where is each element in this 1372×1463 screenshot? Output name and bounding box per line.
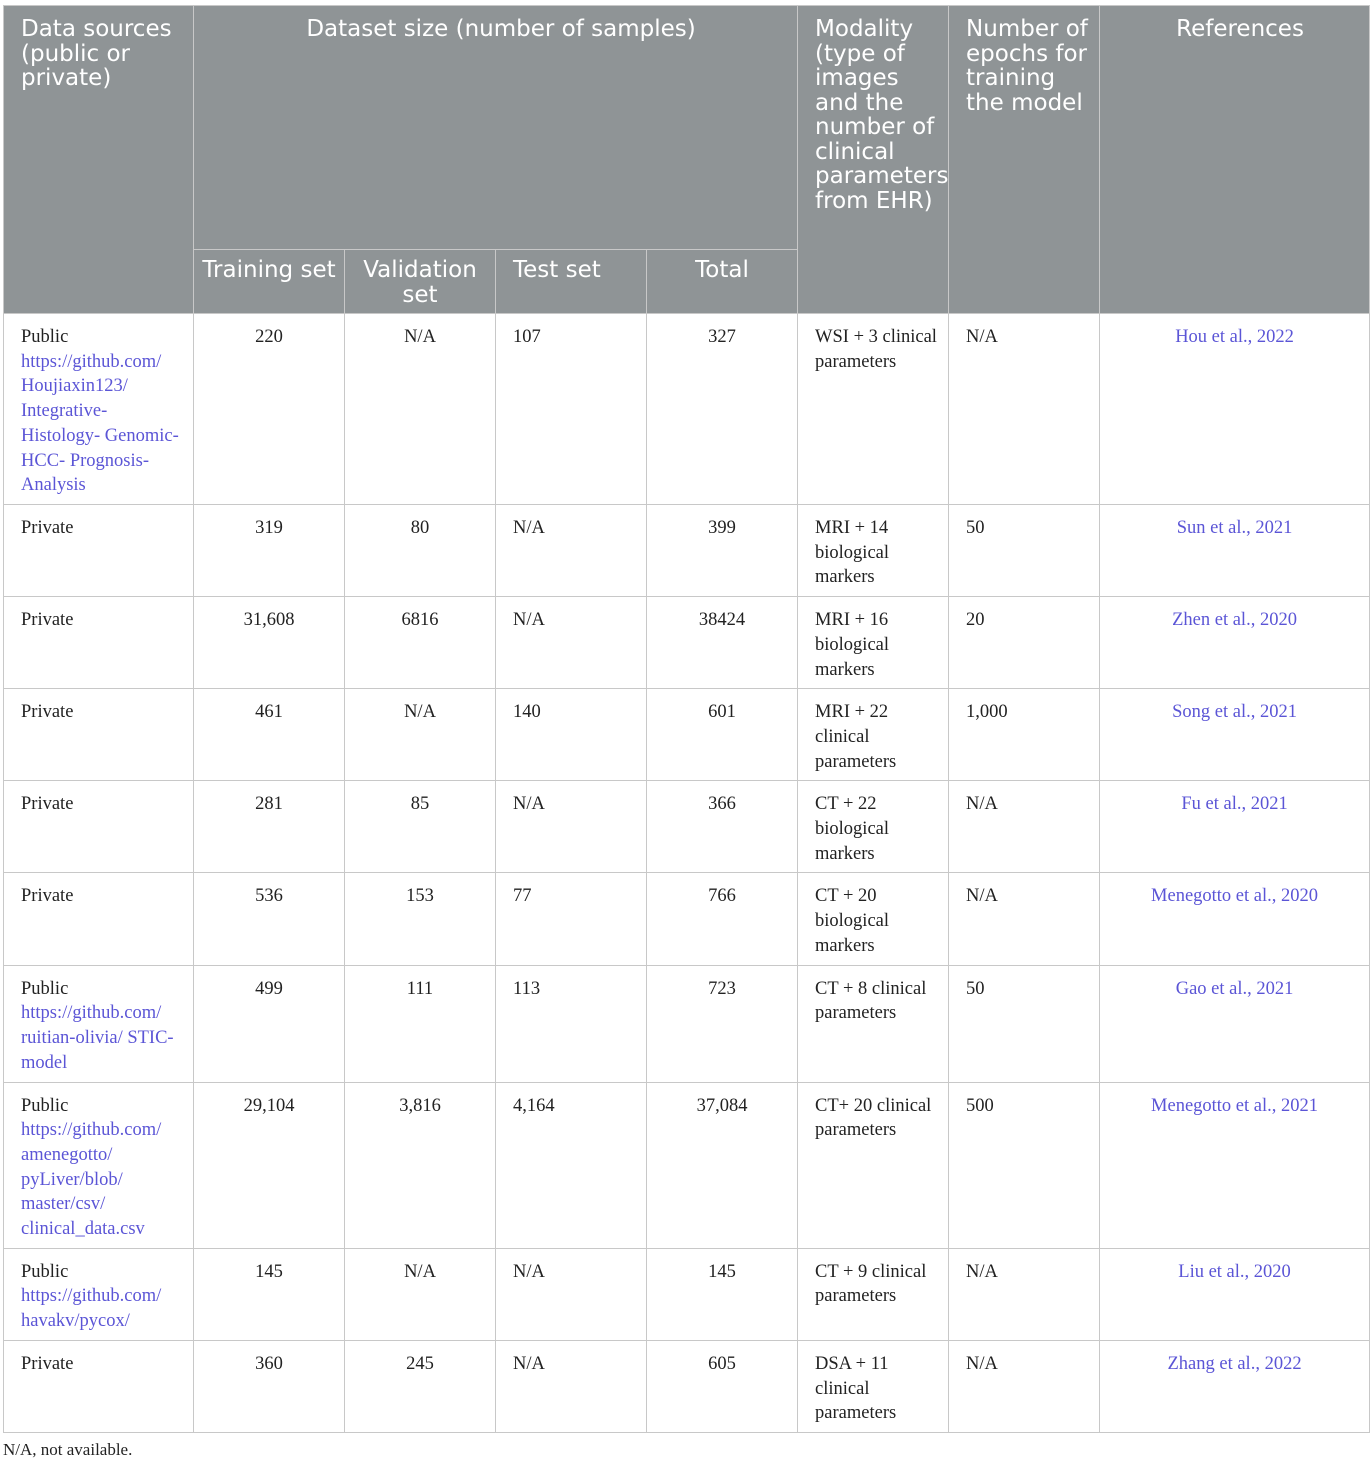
source-cell [4, 689, 194, 781]
header-data-sources: Data sources (public or private) [4, 6, 194, 314]
source-link[interactable]: https://github.com/ havakv/pycox/ [21, 1286, 162, 1332]
total-cell: 145 [647, 1248, 798, 1340]
total-cell: 601 [647, 689, 798, 781]
total-cell: 605 [647, 1340, 798, 1432]
validation-cell: 6816 [345, 597, 496, 689]
source-type: Private [21, 702, 74, 723]
source-cell [4, 873, 194, 965]
test-cell: N/A [496, 597, 647, 689]
source-type: Private [21, 610, 74, 631]
header-references: References [1100, 6, 1370, 314]
validation-cell: 80 [345, 505, 496, 597]
test-cell: 113 [496, 965, 647, 1082]
source-cell [4, 505, 194, 597]
modality-cell: WSI + 3 clinical parameters [798, 314, 949, 505]
source-link[interactable]: https://github.com/ Houjiaxin123/ Integrative- Histology- Genomic-HCC- Prognosis- Analysis [21, 351, 179, 496]
source-type: Public [21, 1095, 69, 1116]
test-cell: N/A [496, 1248, 647, 1340]
reference-link[interactable]: Fu et al., 2021 [1100, 781, 1370, 873]
reference-link[interactable]: Menegotto et al., 2020 [1100, 873, 1370, 965]
source-cell [4, 597, 194, 689]
total-cell: 366 [647, 781, 798, 873]
reference-link[interactable]: Zhen et al., 2020 [1100, 597, 1370, 689]
modality-cell: MRI + 22 clinical parameters [798, 689, 949, 781]
total-cell: 327 [647, 314, 798, 505]
table-row [4, 1340, 1370, 1432]
source-cell [4, 1340, 194, 1432]
table-row [4, 314, 1370, 505]
epochs-cell: N/A [949, 1340, 1100, 1432]
header-test-set: Test set [496, 250, 647, 314]
table-header [4, 6, 1370, 314]
reference-link[interactable]: Menegotto et al., 2021 [1100, 1082, 1370, 1248]
table-row [4, 781, 1370, 873]
reference-link[interactable]: Liu et al., 2020 [1100, 1248, 1370, 1340]
table-row [4, 873, 1370, 965]
modality-cell: CT + 8 clinical parameters [798, 965, 949, 1082]
source-cell [4, 314, 194, 505]
training-cell: 319 [194, 505, 345, 597]
table-row [4, 965, 1370, 1082]
validation-cell: 3,816 [345, 1082, 496, 1248]
validation-cell: N/A [345, 689, 496, 781]
reference-link[interactable]: Hou et al., 2022 [1100, 314, 1370, 505]
epochs-cell: 50 [949, 505, 1100, 597]
table-row [4, 689, 1370, 781]
table-row [4, 505, 1370, 597]
total-cell: 37,084 [647, 1082, 798, 1248]
training-cell: 31,608 [194, 597, 345, 689]
training-cell: 29,104 [194, 1082, 345, 1248]
header-validation-set: Validation set [345, 250, 496, 314]
source-type: Private [21, 886, 74, 907]
source-link[interactable]: https://github.com/ amenegotto/ pyLiver/blob/ master/csv/ clinical_data.csv [21, 1120, 162, 1240]
table-row [4, 1248, 1370, 1340]
total-cell: 723 [647, 965, 798, 1082]
epochs-cell: 20 [949, 597, 1100, 689]
validation-cell: N/A [345, 314, 496, 505]
training-cell: 536 [194, 873, 345, 965]
validation-cell: 85 [345, 781, 496, 873]
total-cell: 766 [647, 873, 798, 965]
source-type: Public [21, 1261, 69, 1282]
reference-link[interactable]: Gao et al., 2021 [1100, 965, 1370, 1082]
validation-cell: 153 [345, 873, 496, 965]
source-type: Public [21, 978, 69, 999]
epochs-cell: N/A [949, 781, 1100, 873]
source-link[interactable]: https://github.com/ ruitian-olivia/ STIC-model [21, 1003, 174, 1073]
test-cell: N/A [496, 505, 647, 597]
test-cell: 140 [496, 689, 647, 781]
source-cell [4, 1082, 194, 1248]
source-type: Public [21, 327, 69, 347]
total-cell: 38424 [647, 597, 798, 689]
training-cell: 499 [194, 965, 345, 1082]
header-dataset-size: Dataset size (number of samples) [194, 6, 798, 250]
source-type: Private [21, 1353, 74, 1374]
training-cell: 220 [194, 314, 345, 505]
test-cell: N/A [496, 1340, 647, 1432]
epochs-cell: 1,000 [949, 689, 1100, 781]
header-total: Total [647, 250, 798, 314]
training-cell: 360 [194, 1340, 345, 1432]
header-training-set: Training set [194, 250, 345, 314]
test-cell: N/A [496, 781, 647, 873]
modality-cell: CT + 22 biological markers [798, 781, 949, 873]
reference-link[interactable]: Zhang et al., 2022 [1100, 1340, 1370, 1432]
modality-cell: MRI + 16 biological markers [798, 597, 949, 689]
epochs-cell: 500 [949, 1082, 1100, 1248]
table-row [4, 1082, 1370, 1248]
header-epochs: Number of epochs for training the model [949, 6, 1100, 314]
source-cell [4, 1248, 194, 1340]
source-cell [4, 781, 194, 873]
epochs-cell: 50 [949, 965, 1100, 1082]
test-cell: 77 [496, 873, 647, 965]
header-modality: Modality (type of images and the number of clinical parameters from EHR) [798, 6, 949, 314]
training-cell: 281 [194, 781, 345, 873]
total-cell: 399 [647, 505, 798, 597]
validation-cell: N/A [345, 1248, 496, 1340]
modality-cell: CT+ 20 clinical parameters [798, 1082, 949, 1248]
modality-cell: MRI + 14 biological markers [798, 505, 949, 597]
table-row [4, 597, 1370, 689]
epochs-cell: N/A [949, 314, 1100, 505]
validation-cell: 111 [345, 965, 496, 1082]
training-cell: 461 [194, 689, 345, 781]
epochs-cell: N/A [949, 873, 1100, 965]
epochs-cell: N/A [949, 1248, 1100, 1340]
table-footnote: N/A, not available. [3, 1440, 133, 1459]
modality-cell: CT + 20 biological markers [798, 873, 949, 965]
reference-link[interactable]: Song et al., 2021 [1100, 689, 1370, 781]
source-type: Private [21, 518, 74, 538]
reference-link[interactable]: Sun et al., 2021 [1100, 505, 1370, 597]
source-type: Private [21, 794, 74, 815]
test-cell: 4,164 [496, 1082, 647, 1248]
modality-cell: DSA + 11 clinical parameters [798, 1340, 949, 1432]
source-cell [4, 965, 194, 1082]
modality-cell: CT + 9 clinical parameters [798, 1248, 949, 1340]
test-cell: 107 [496, 314, 647, 505]
validation-cell: 245 [345, 1340, 496, 1432]
training-cell: 145 [194, 1248, 345, 1340]
table-body [4, 314, 1370, 1433]
dataset-table [3, 5, 1370, 1433]
